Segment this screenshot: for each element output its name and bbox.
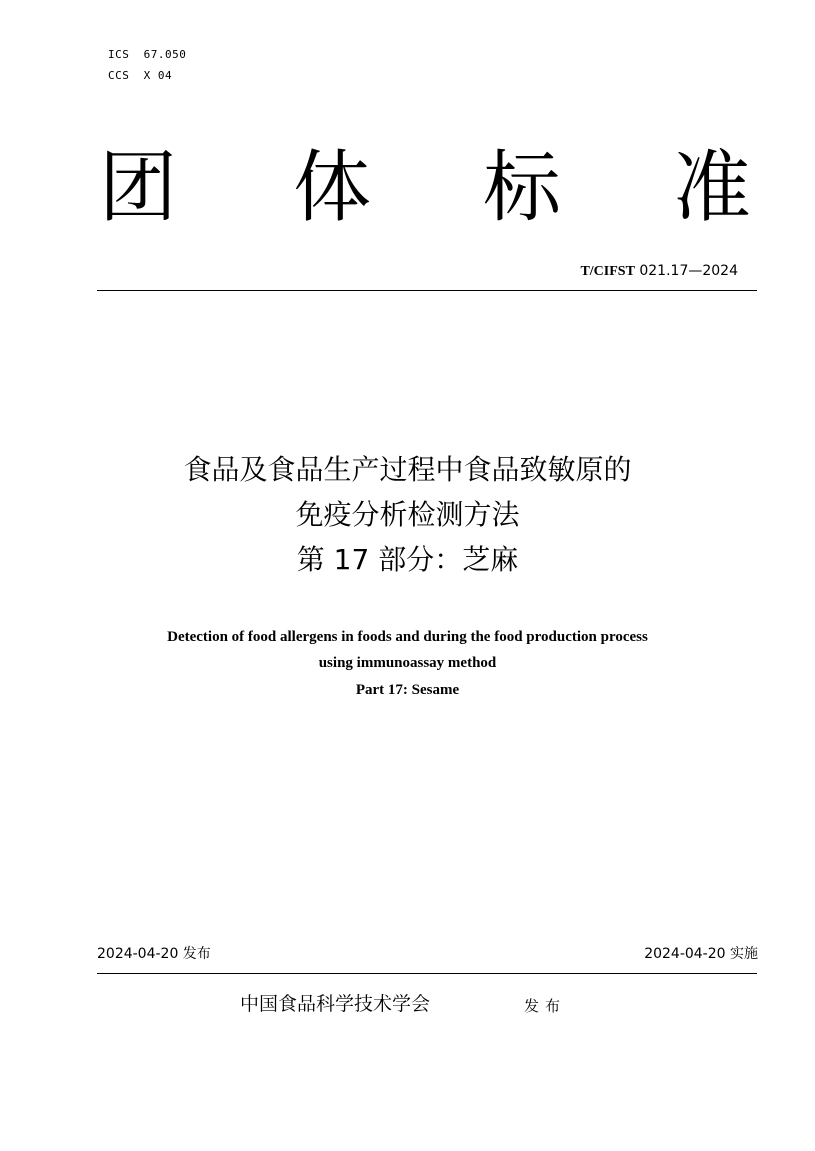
ics-code: ICS 67.050 <box>108 48 187 61</box>
heading-char-4: 准 <box>672 143 751 233</box>
implementation-date: 2024-04-20 实施 <box>644 946 758 962</box>
title-en-line-2: using immunoassay method <box>318 655 497 671</box>
title-en-line-3: Part 17: Sesame <box>355 682 460 698</box>
issue-date: 2024-04-20 发布 <box>97 946 211 962</box>
standard-number <box>580 262 738 281</box>
heading-char-1: 团 <box>98 143 177 233</box>
top-divider <box>97 290 757 291</box>
bottom-divider <box>97 973 757 974</box>
publisher-name: 中国食品科学技术学会 <box>240 993 431 1015</box>
standard-org: T/CIFST <box>580 264 635 279</box>
title-zh-line-2: 免疫分析检测方法 <box>295 498 520 531</box>
title-zh-line-1: 食品及食品生产过程中食品致敏原的 <box>183 453 632 486</box>
title-zh-line-3: 第 17 部分：芝麻 <box>296 543 519 576</box>
publish-label: 发布 <box>524 997 567 1015</box>
heading-char-2: 体 <box>292 143 371 233</box>
title-en-line-1: Detection of food allergens in foods and during the food production process <box>167 629 648 645</box>
heading-char-3: 标 <box>482 143 561 233</box>
standard-code: 021.17—2024 <box>634 263 738 279</box>
ccs-code: CCS X 04 <box>108 69 173 82</box>
